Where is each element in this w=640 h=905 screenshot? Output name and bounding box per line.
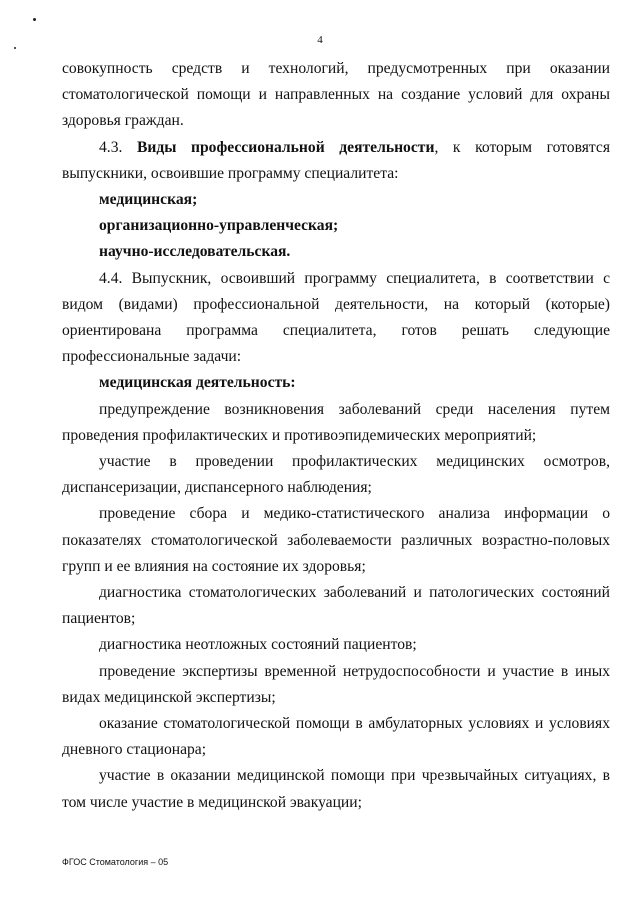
document-body <box>62 56 610 816</box>
paragraph-intro-continuation: совокупность средств и технологий, предусмотренных при оказании стоматологической помощи и направленных на создание условий для охраны здоровья граждан. <box>62 60 610 130</box>
task-item: проведение сбора и медико-статистического анализа информации о показателях стоматологической заболеваемости различных возрастно-половых групп и ее влияния на состояние их здоровья; <box>62 505 610 575</box>
task-item: диагностика неотложных состояний пациентов; <box>99 636 417 654</box>
section-number: 4.3. <box>99 138 123 156</box>
task-item: диагностика стоматологических заболеваний и патологических состояний пациентов; <box>62 584 610 628</box>
page-number: 4 <box>317 34 323 46</box>
page-footer: ФГОС Стоматология – 05 <box>62 857 169 867</box>
scan-speck <box>33 18 36 21</box>
task-item: проведение экспертизы временной нетрудоспособности и участие в иных видах медицинской экспертизы; <box>62 662 610 706</box>
paragraph-section-4-4: 4.4. Выпускник, освоивший программу специалитета, в соответствии с видом (видами) профессиональной деятельности, на который (которые) ориентирована программа специалитета, готов решать следующие профессиональные задачи: <box>62 269 610 366</box>
scan-speck <box>14 47 16 49</box>
task-item: предупреждение возникновения заболеваний среди населения путем проведения профилактических и противоэпидемических мероприятий; <box>62 400 610 444</box>
task-item: участие в оказании медицинской помощи при чрезвычайных ситуациях, в том числе участие в медицинской эвакуации; <box>62 767 610 811</box>
subheading-medical-activity: медицинская деятельность: <box>99 374 296 392</box>
task-item: оказание стоматологической помощи в амбулаторных условиях и условиях дневного стационара; <box>62 715 610 759</box>
activity-type-medical: медицинская; <box>99 191 198 209</box>
task-item: участие в проведении профилактических медицинских осмотров, диспансеризации, диспансерного наблюдения; <box>62 453 610 497</box>
activity-type-managerial: организационно-управленческая; <box>99 217 339 235</box>
section-heading-rest: , к которым готовятся выпускники, освоившие программу специалитета: <box>62 138 611 182</box>
activity-type-research: научно-исследовательская. <box>99 243 291 261</box>
paragraph-section-4-3 <box>62 135 610 187</box>
section-heading: Виды профессиональной деятельности <box>136 138 435 156</box>
